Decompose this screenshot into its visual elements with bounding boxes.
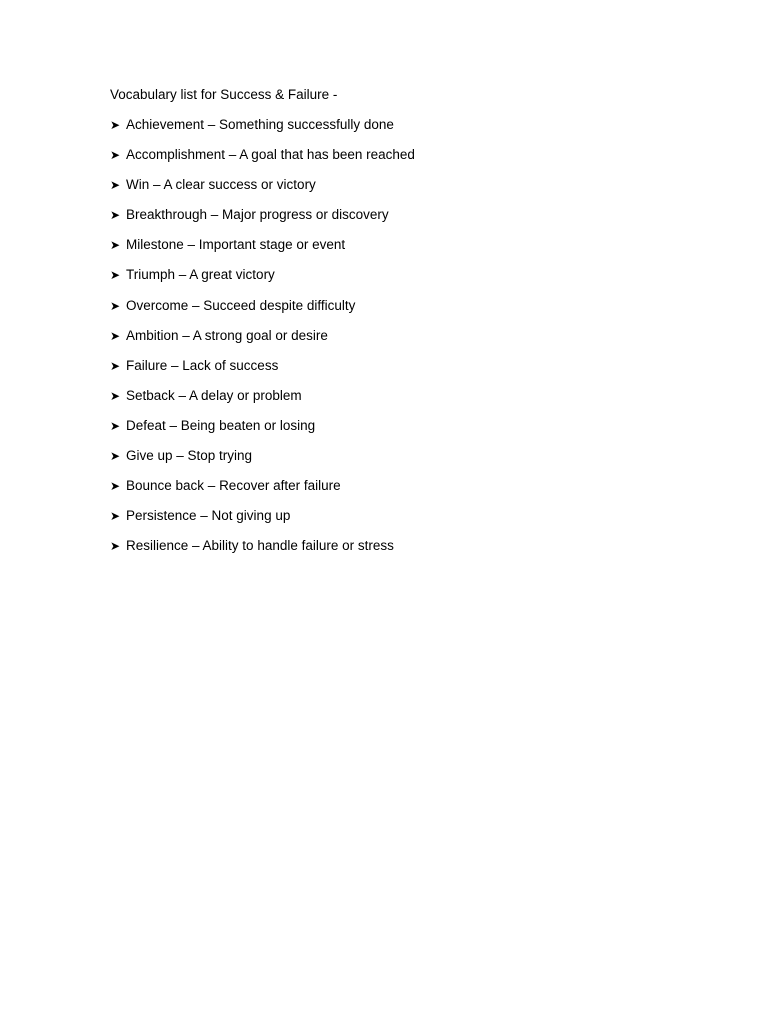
arrow-bullet-icon: ➤	[110, 268, 121, 283]
list-item	[110, 145, 710, 165]
list-item	[110, 446, 710, 466]
arrow-bullet-icon: ➤	[110, 328, 121, 343]
arrow-bullet-icon: ➤	[110, 388, 121, 403]
vocabulary-entry: Triumph – A great victory	[126, 267, 275, 283]
arrow-bullet-icon: ➤	[110, 178, 121, 193]
list-item	[110, 506, 710, 526]
vocabulary-entry: Bounce back – Recover after failure	[126, 478, 341, 494]
vocabulary-entry: Breakthrough – Major progress or discovery	[126, 207, 389, 223]
list-item	[110, 265, 710, 285]
arrow-bullet-icon: ➤	[110, 358, 121, 373]
arrow-bullet-icon: ➤	[110, 208, 121, 223]
vocabulary-entry: Persistence – Not giving up	[126, 508, 291, 524]
vocabulary-entry: Win – A clear success or victory	[126, 177, 316, 193]
list-item	[110, 205, 710, 225]
document-body	[110, 85, 710, 566]
vocabulary-entry: Resilience – Ability to handle failure or stress	[126, 538, 394, 554]
arrow-bullet-icon: ➤	[110, 539, 121, 554]
list-item	[110, 356, 710, 376]
document-title: Vocabulary list for Success & Failure -	[110, 87, 338, 102]
list-item	[110, 115, 710, 135]
list-item	[110, 235, 710, 255]
vocabulary-entry: Overcome – Succeed despite difficulty	[126, 297, 356, 313]
vocabulary-entry: Ambition – A strong goal or desire	[126, 327, 328, 343]
arrow-bullet-icon: ➤	[110, 298, 121, 313]
arrow-bullet-icon: ➤	[110, 449, 121, 464]
list-item	[110, 296, 710, 316]
vocabulary-list	[110, 115, 710, 556]
list-item	[110, 326, 710, 346]
vocabulary-entry: Achievement – Something successfully done	[126, 117, 394, 132]
arrow-bullet-icon: ➤	[110, 118, 121, 132]
arrow-bullet-icon: ➤	[110, 238, 121, 253]
list-item	[110, 386, 710, 406]
vocabulary-entry: Milestone – Important stage or event	[126, 237, 346, 253]
arrow-bullet-icon: ➤	[110, 148, 121, 163]
vocabulary-entry: Defeat – Being beaten or losing	[126, 417, 316, 433]
list-item	[110, 175, 710, 195]
arrow-bullet-icon: ➤	[110, 509, 121, 524]
vocabulary-entry: Setback – A delay or problem	[126, 387, 302, 403]
list-item	[110, 416, 710, 436]
vocabulary-entry: Accomplishment – A goal that has been reached	[126, 147, 415, 163]
list-item	[110, 536, 710, 556]
arrow-bullet-icon: ➤	[110, 479, 121, 494]
list-item	[110, 476, 710, 496]
arrow-bullet-icon: ➤	[110, 418, 121, 433]
vocabulary-entry: Failure – Lack of success	[126, 357, 279, 373]
vocabulary-entry: Give up – Stop trying	[126, 448, 253, 464]
